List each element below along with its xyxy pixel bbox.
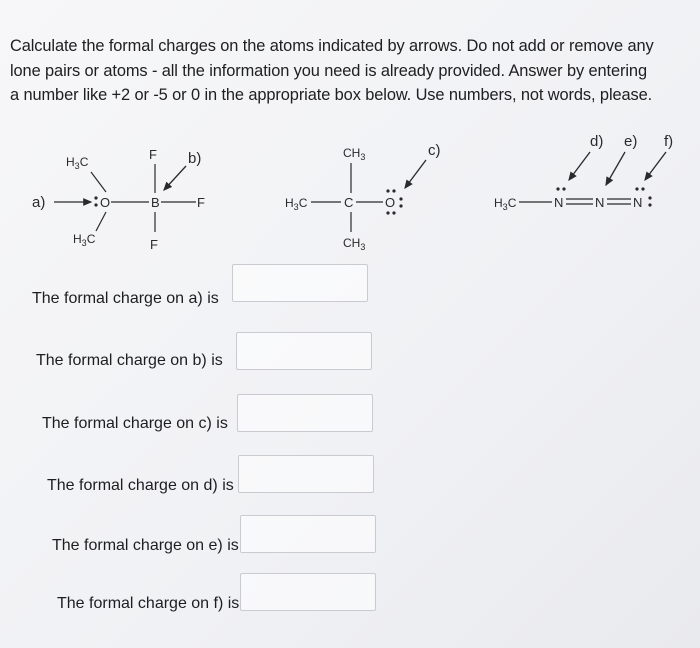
boron-atom: B [151, 195, 160, 210]
nitrogen-1: N [554, 195, 564, 210]
oxygen-atom-a: O [100, 195, 111, 210]
instructions-text [10, 34, 694, 108]
methyl-bottom: $H_3C$ [73, 232, 96, 248]
lone-pair-dot [392, 211, 395, 214]
arrow-label-d: d) [590, 133, 604, 150]
instructions-line-1: Calculate the formal charges on the atoms indicated by arrows. Do not add or remove any [10, 37, 654, 55]
arrow-label-a: a) [32, 194, 46, 211]
arrow-label-e: e) [624, 133, 638, 150]
oxygen-atom-c: O [385, 195, 396, 210]
question-label-e: The formal charge on e) is [52, 537, 239, 554]
lone-pair-dot [648, 196, 651, 199]
lone-pair-dot [648, 203, 651, 206]
lone-pair-dot [94, 203, 97, 206]
methyl-bottom-2: $CH_3$ [343, 236, 366, 252]
lone-pair-dot [386, 211, 389, 214]
answer-input-e[interactable] [240, 515, 376, 553]
arrow-label-c: c) [428, 142, 441, 159]
lone-pair-dot [94, 196, 97, 199]
methyl-top: $H_3C$ [66, 155, 89, 171]
fluorine-top: F [149, 147, 157, 162]
lone-pair-dot [556, 187, 559, 190]
answer-input-d[interactable] [238, 455, 374, 493]
nitrogen-3: N [633, 195, 643, 210]
answer-input-f[interactable] [240, 573, 376, 611]
bond [96, 212, 106, 231]
molecule-1 [32, 147, 205, 252]
lone-pair-dot [562, 187, 565, 190]
fluorine-bottom: F [150, 237, 158, 252]
molecule-3 [494, 133, 673, 212]
nitrogen-2: N [595, 195, 605, 210]
bond [91, 172, 106, 192]
question-label-b: The formal charge on b) is [36, 352, 223, 369]
lone-pair-dot [399, 197, 402, 200]
molecule-structures [0, 130, 700, 260]
methyl-left-3: $H_3C$ [494, 196, 517, 212]
arrow-label-f: f) [664, 133, 674, 150]
question-label-c: The formal charge on c) is [42, 415, 228, 432]
instructions-line-2: lone pairs or atoms - all the information you need is already provided. Answer by entering [10, 61, 647, 80]
answer-input-a[interactable] [232, 264, 368, 302]
molecule-2 [285, 142, 441, 252]
fluorine-right: F [197, 195, 205, 210]
arrow-d [569, 152, 590, 180]
answer-input-b[interactable] [236, 332, 372, 370]
arrow-f [645, 152, 666, 180]
carbon-atom-2: C [344, 195, 354, 210]
methyl-top-2: $CH_3$ [343, 146, 366, 162]
question-label-d: The formal charge on d) is [47, 477, 234, 494]
lone-pair-dot [641, 187, 644, 190]
arrow-c [405, 160, 426, 188]
lone-pair-dot [635, 187, 638, 190]
question-label-f: The formal charge on f) is [57, 595, 240, 612]
question-label-a: The formal charge on a) is [32, 290, 219, 307]
lone-pair-dot [399, 204, 402, 207]
methyl-left-2: $H_3C$ [285, 196, 308, 212]
instructions-line-3: a number like +2 or -5 or 0 in the appropriate box below. Use numbers, not words, please. [10, 86, 653, 104]
arrow-label-b: b) [188, 150, 202, 167]
arrow-b [164, 166, 186, 190]
answer-input-c[interactable] [237, 394, 373, 432]
lone-pair-dot [392, 189, 395, 192]
arrow-e [606, 152, 625, 185]
lone-pair-dot [386, 189, 389, 192]
